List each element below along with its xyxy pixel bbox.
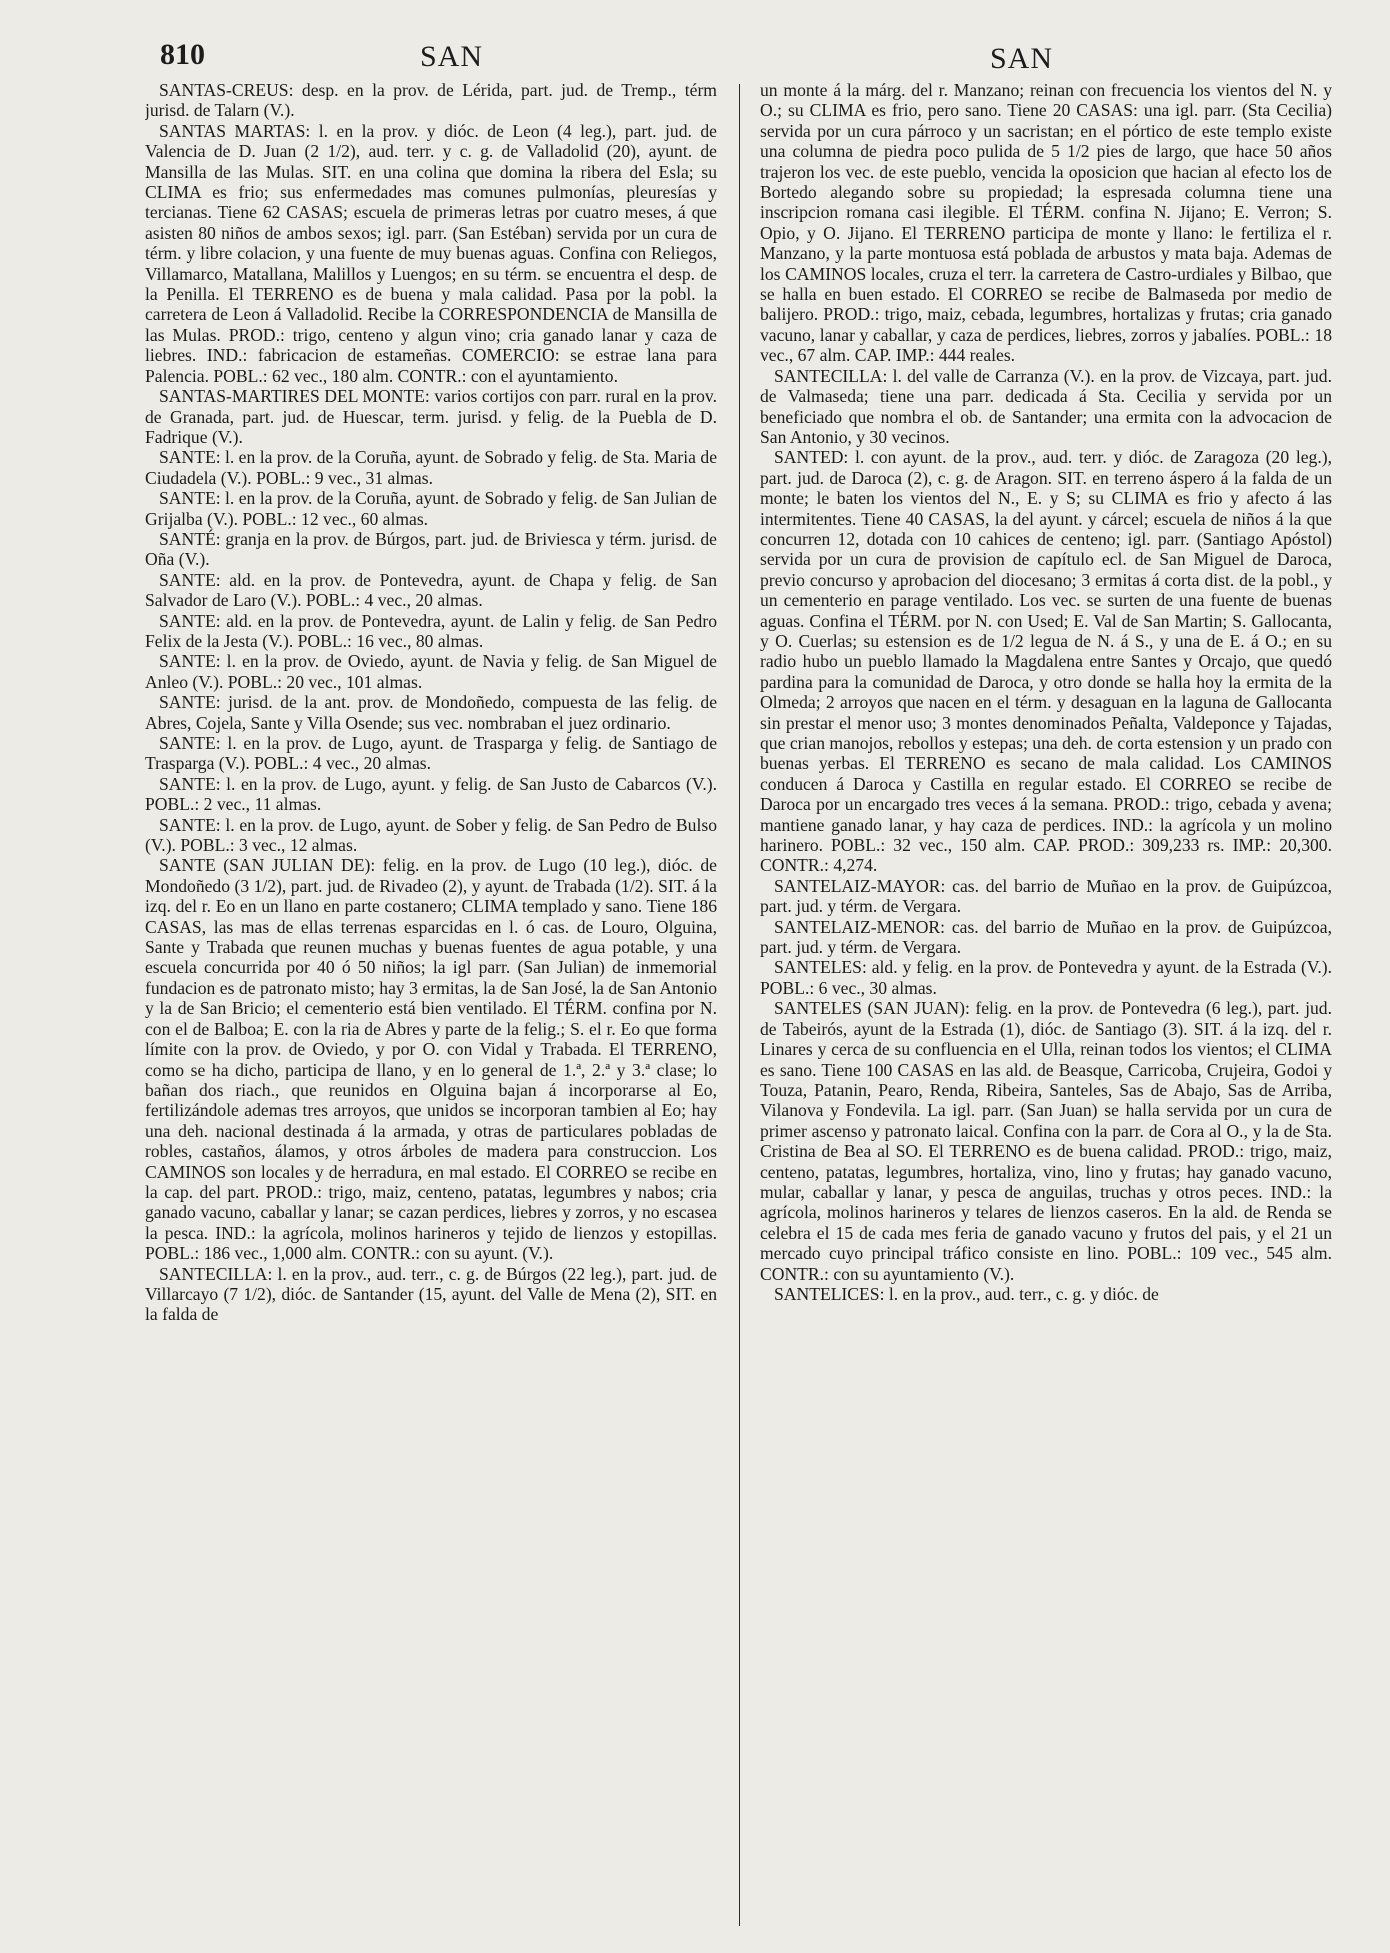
entry-sante-bulso: SANTE: l. en la prov. de Lugo, ayunt. de Sober y felig. de San Pedro de Bulso (V.). POBL.: 3 vec., 12 almas.	[145, 814, 717, 856]
entry-santelaiz-mayor: SANTELAIZ-MAYOR: cas. del barrio de Muñao en la prov. de Guipúzcoa, part. jud. y térm. de Vergara.	[760, 875, 1332, 917]
entry-sante-mondonedo: SANTE: jurisd. de la ant. prov. de Mondoñedo, compuesta de las felig. de Abres, Cojela, Sante y Villa Osende; sus vec. nombraban el juez ordinario.	[145, 692, 717, 733]
entry-santecilla-burgos: SANTECILLA: l. en la prov., aud. terr., c. g. de Búrgos (22 leg.), part. jud. de Villarcayo (7 1/2), dióc. de Santander (15, ayunt. del Valle de Mena (2), SIT. en la falda de	[145, 1263, 717, 1325]
entry-sante-ciudadela: SANTE: l. en la prov. de la Coruña, ayunt. de Sobrado y felig. de Sta. Maria de Ciudadela (V.). POBL.: 9 vec., 31 almas.	[145, 447, 717, 488]
right-column	[760, 80, 1332, 1940]
column-divider	[739, 84, 740, 1926]
entry-santas-martires-del-monte: SANTAS-MARTIRES DEL MONTE: varios cortijos con parr. rural en la prov. de Granada, part. jud. de Huescar, term. jurisd. y felig. de la Puebla de D. Fadrique (V.).	[145, 386, 717, 447]
entry-santed: SANTED: l. con ayunt. de la prov., aud. terr. y dióc. de Zaragoza (20 leg.), part. jud. de Daroca (2), c. g. de Aragon. SIT. en terreno áspero á la falda de un monte; le baten los vientos del N., E. y S; su CLIMA es frio y afecto á las intermitentes. Tiene 40 CASAS, la del ayunt. y cárcel; escuela de niños á la que concurren 12, dotada con 10 cahices de centeno; igl. parr. (Santiago Apóstol) servida por un cura de provision de capítulo ecl. de San Miguel de Daroca, previo concurso y aprobacion del diocesano; 3 ermitas á corta dist. de la pobl., y un cementerio en parage ventilado. Los vec. se surten de una fuente de buenas aguas. Confina el TÉRM. por N. con Used; E. Val de San Martin; S. Gallocanta, y O. Cuerlas; su estension es de 1/2 legua de N. á S., y una de E. á O.; en su radio hubo un pueblo llamado la Magdalena entre Santes y Orcajo, que quedó pardina para la comunidad de Daroca, y otro donde se halla hoy la ermita de la Olmeda; 2 arroyos que nacen en el térm. y desaguan en la laguna de Gallocanta sin prestar el menor uso; 3 montes denominados Peñalta, Valdeponce y Tajadas, que crian manojos, rebollos y estepas; una deh. de corta estension y un prado con buenas yerbas. El TERRENO es secano de mala calidad. Los CAMINOS conducen á Daroca y Castilla en regular estado. El CORREO se recibe de Daroca por un encargado tres veces á la semana. PROD.: trigo, cebada y avena; mantiene ganado lanar, y hay caza de perdices. IND.: la agrícola y un molino harinero. POBL.: 32 vec., 150 alm. CAP. PROD.: 309,233 rs. IMP.: 20,300. CONTR.: 4,274.	[760, 447, 1332, 876]
entry-sante-grijalba: SANTE: l. en la prov. de la Coruña, ayunt. de Sobrado y felig. de San Julian de Grijalba (V.). POBL.: 12 vec., 60 almas.	[145, 488, 717, 529]
left-column	[145, 80, 717, 1940]
entry-santelices: SANTELICES: l. en la prov., aud. terr., c. g. y dióc. de	[774, 1283, 1159, 1304]
entry-sante-anleo: SANTE: l. en la prov. de Oviedo, ayunt. de Navia y felig. de San Miguel de Anleo (V.). POBL.: 20 vec., 101 almas.	[145, 651, 717, 692]
entry-santeles-san-juan: SANTELES (SAN JUAN): felig. en la prov. de Pontevedra (6 leg.), part. jud. de Tabeirós, ayunt de la Estrada (1), dióc. de Santiago (3). SIT. á la izq. del r. Linares y cerca de su confluencia en el Ulla, reinan todos los vientos; el CLIMA es sano. Tiene 100 CASAS en las ald. de Beasque, Carricoba, Crujeira, Godoi y Touza, Patanin, Pearo, Renda, Ribeira, Santeles, Sas de Abajo, Sas de Arriba, Vilanova y Fondevila. La igl. parr. (San Juan) se halla servida por un cura de primer ascenso y patronato laical. Confina con la parr. de Cora al O., y la de Sta. Cristina de Bea al SO. El TERRENO es de buena calidad. PROD.: trigo, maiz, centeno, patatas, legumbres, hortaliza, vino, lino y frutas; hay ganado vacuno, mular, caballar y lanar, y pesca de anguilas, truchas y otros peces. IND.: la agrícola, molinos harineros y telares de lienzos caseros. En la ald. de Renda se celebra el 15 de cada mes feria de ganado vacuno y frutos del pais, y el 21 un mercado cuyo principal tráfico consiste en lino. POBL.: 109 vec., 545 alm. CONTR.: con su ayuntamiento (V.).	[760, 998, 1332, 1284]
entry-sante-cabarcos: SANTE: l. en la prov. de Lugo, ayunt. y felig. de San Justo de Cabarcos (V.). POBL.: 2 vec., 11 almas.	[145, 773, 717, 815]
left-running-headword: SAN	[420, 40, 484, 73]
entry-sante-trasparga: SANTE: l. en la prov. de Lugo, ayunt. de Trasparga y felig. de Santiago de Trasparga (V.). POBL.: 4 vec., 20 almas.	[145, 733, 717, 774]
entry-sante-jesta: SANTE: ald. en la prov. de Pontevedra, ayunt. de Lalin y felig. de San Pedro Felix de la Jesta (V.). POBL.: 16 vec., 80 almas.	[145, 610, 717, 651]
entry-sante-laro: SANTE: ald. en la prov. de Pontevedra, ayunt. de Chapa y felig. de San Salvador de Laro (V.). POBL.: 4 vec., 20 almas.	[145, 569, 717, 611]
page-number: 810	[160, 38, 205, 71]
entry-santelaiz-menor: SANTELAIZ-MENOR: cas. del barrio de Muñao en la prov. de Guipúzcoa, part. jud. y térm. de Vergara.	[760, 916, 1332, 958]
entry-sante-burgos: SANTÉ: granja en la prov. de Búrgos, part. jud. de Briviesca y térm. jurisd. de Oña (V.).	[145, 528, 717, 570]
entry-santeles: SANTELES: ald. y felig. en la prov. de Pontevedra y ayunt. de la Estrada (V.). POBL.: 6 vec., 30 almas.	[760, 957, 1332, 998]
entry-santecilla-carranza: SANTECILLA: l. del valle de Carranza (V.). en la prov. de Vizcaya, part. jud. de Valmaseda; tiene una parr. dedicada á Sta. Cecilia y servida por un beneficiado que nombra el ob. de Santander; una ermita con la advocacion de San Antonio, y 30 vecinos.	[760, 365, 1332, 447]
entry-santas-martas: SANTAS MARTAS: l. en la prov. y dióc. de Leon (4 leg.), part. jud. de Valencia de D. Juan (2 1/2), aud. terr. y c. g. de Valladolid (20), ayunt. de Mansilla de las Mulas. SIT. en una colina que domina la ribera del Esla; su CLIMA es frio; sus enfermedades mas comunes pulmonías, pleuresías y tercianas. Tiene 62 CASAS; escuela de primeras letras por cuatro meses, á que asisten 80 niños de ambos sexos; igl. parr. (San Estéban) servida por un cura de térm. y libre colacion, y una fuente de muy buenas aguas. Confina con Reliegos, Villamarco, Matallana, Malillos y Luengos; en su térm. se encuentra el desp. de la Penilla. El TERRENO es de buena y mala calidad. Pasa por la pobl. la carretera de Leon á Valladolid. Recibe la CORRESPONDENCIA de Mansilla de las Mulas. PROD.: trigo, centeno y algun vino; cria ganado lanar y caza de liebres. IND.: fabricacion de estameñas. COMERCIO: se estrae lana para Palencia. POBL.: 62 vec., 180 alm. CONTR.: con el ayuntamiento.	[145, 120, 717, 386]
right-running-headword: SAN	[990, 42, 1054, 75]
entry-santecilla-continued: un monte á la márg. del r. Manzano; reinan con frecuencia los vientos del N. y O.; su CLIMA es frio, pero sano. Tiene 20 CASAS: una igl. parr. (Sta Cecilia) servida por un cura párroco y un sacristan; en el pórtico de este templo existe una columna de piedra poco pulida de 5 1/2 pies de largo, que hace 50 años trajeron los vec. de este pueblo, vencida la oposicion que hacian al efecto los de Bortedo alegando sobre su propiedad; la espresada columna tiene una inscripcion romana casi ilegible. El TÉRM. confina N. Jijano; E. Verron; S. Opio, y O. Jijano. El TERRENO participa de monte y llano: le fertiliza el r. Manzano, y la parte montuosa está poblada de arbustos y mata baja. Ademas de los CAMINOS locales, cruza el terr. la carretera de Castro-urdiales y Bilbao, que se halla en buen estado. El CORREO se recibe de Balmaseda por medio de balijero. PROD.: trigo, maiz, cebada, legumbres, hortalizas y frutas; cria ganado vacuno, lanar y caballar, y caza de perdices, liebres, zorros y jabalíes. POBL.: 18 vec., 67 alm. CAP. IMP.: 444 reales.	[760, 80, 1332, 366]
entry-santas-creus: SANTAS-CREUS: desp. en la prov. de Lérida, part. jud. de Tremp., térm jurisd. de Talarn (V.).	[145, 80, 717, 121]
entry-sante-san-julian: SANTE (SAN JULIAN DE): felig. en la prov. de Lugo (10 leg.), dióc. de Mondoñedo (3 1/2), part. jud. de Rivadeo (2), y ayunt. de Trabada (1/2). SIT. á la izq. del r. Eo en un llano en parte costanero; CLIMA templado y sano. Tiene 186 CASAS, las mas de ellas terrenas esparcidas en l. ó cas. de Louro, Olguina, Sante y Trabada que reunen muchas y buenas fuentes de agua potable, y una escuela concurrida por 40 ó 50 niños; la igl parr. (San Julian) de inmemorial fundacion es de patronato misto; hay 3 ermitas, la de San José, la de San Antonio y la de San Bricio; el cementerio está bien ventilado. El TÉRM. confina por N. con el de Balboa; E. con la ria de Abres y parte de la felig.; S. el r. Eo que forma límite con la prov. de Oviedo, y por O. con Vidal y Trabada. El TERRENO, como se ha dicho, participa de llano, y en lo general de 1.ª, 2.ª y 3.ª clase; lo bañan dos riach., que reunidos en Olguina bajan á incorporarse al Eo, fertilizándole ademas tres arroyos, que unidos se incorporan tambien al Eo; hay una deh. nacional destinada á la armada, y otras de particulares pobladas de robles, castaños, álamos, y otros árboles de madera para construccion. Los CAMINOS son locales y de herradura, en mal estado. El CORREO se recibe en la cap. del part. PROD.: trigo, maiz, centeno, patatas, legumbres y nabos; cria ganado vacuno, caballar y lanar; se cazan perdices, liebres y zorros, y no escasea la pesca. IND.: la agrícola, molinos harineros y tejido de lienzos y estopillas. POBL.: 186 vec., 1,000 alm. CONTR.: con su ayunt. (V.).	[145, 855, 717, 1264]
running-header	[0, 38, 1390, 82]
